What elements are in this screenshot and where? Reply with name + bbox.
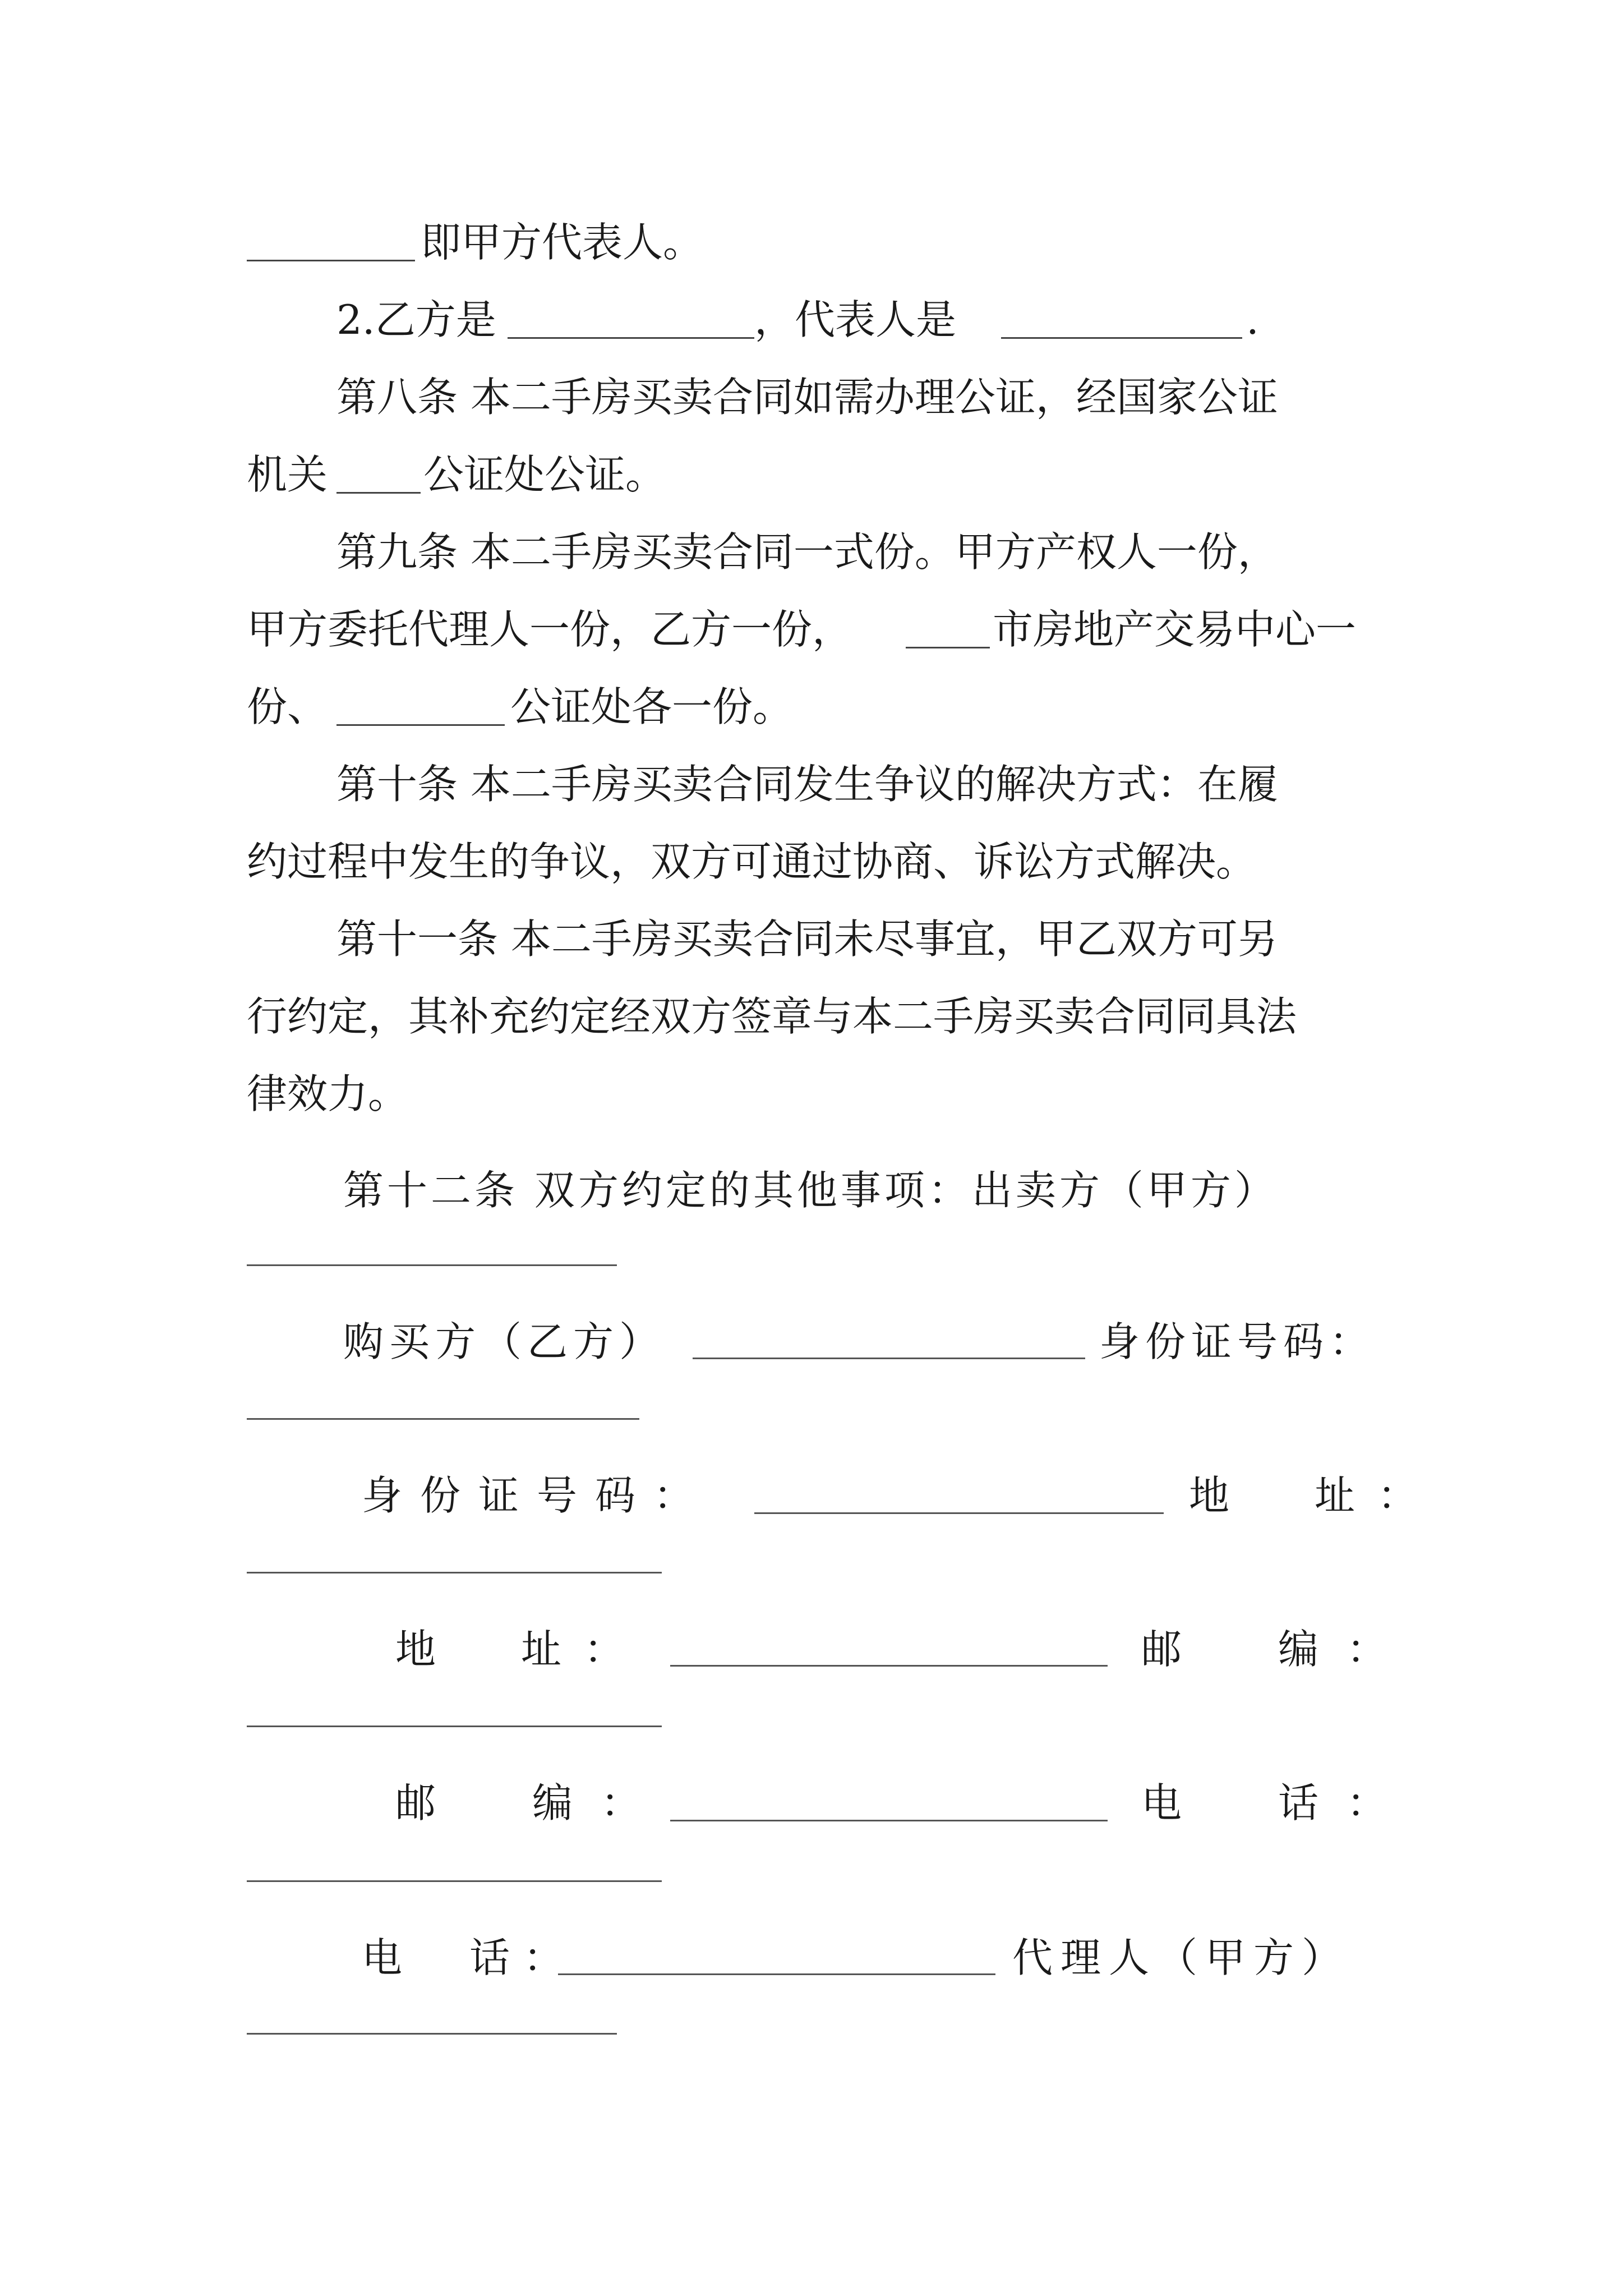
signature-label: 地 址： — [395, 1626, 647, 1673]
text-line — [0, 435, 1623, 514]
signature-label: 电 话： — [1141, 1779, 1415, 1826]
signature-blank — [754, 1512, 1164, 1514]
text-line — [0, 513, 1623, 591]
clause-text: 份、 — [247, 683, 328, 730]
text-line — [0, 1055, 1623, 1133]
signature-label: 代理人（甲方） — [1012, 1934, 1350, 1981]
clause-text: 即甲方代表人。 — [421, 219, 704, 266]
signature-blank — [247, 1264, 617, 1266]
text-line — [0, 1918, 1623, 1997]
blank-field — [1001, 280, 1242, 359]
signature-blank — [247, 1880, 662, 1882]
signature-label: 邮 编： — [1141, 1626, 1415, 1673]
signature-label: 电 话： — [362, 1934, 578, 1981]
text-line — [0, 668, 1623, 746]
text-line — [0, 745, 1623, 823]
clause-text: 第九条 本二手房买卖合同一式份。甲方产权人一份， — [336, 528, 1278, 576]
signature-label: 邮 编： — [395, 1779, 670, 1826]
clause-text: 公证处公证。 — [423, 451, 666, 498]
clause-text: 2.乙方是 — [336, 296, 496, 343]
blank-field — [906, 590, 990, 669]
signature-blank — [670, 1665, 1108, 1667]
signature-blank — [693, 1358, 1085, 1359]
signature-label: 购买方（乙方） — [343, 1318, 666, 1365]
text-line — [0, 1151, 1623, 1230]
text-line — [0, 280, 1623, 359]
clause-text: 第十条 本二手房买卖合同发生争议的解决方式：在履 — [336, 761, 1278, 808]
signature-blank — [247, 1726, 662, 1727]
signature-blank — [247, 1418, 639, 1420]
clause-text: 机关 — [247, 451, 328, 498]
blank-field — [247, 203, 415, 282]
text-line — [0, 822, 1623, 901]
text-line — [0, 203, 1623, 282]
signature-label: 地 址： — [1189, 1472, 1441, 1519]
blank-field — [336, 668, 505, 746]
clause-text: ，代表人是 — [754, 296, 957, 343]
clause-text: 市房地产交易中心一 — [993, 606, 1357, 653]
signature-blank — [247, 2033, 617, 2035]
signature-blank — [670, 1820, 1108, 1821]
text-line — [0, 1610, 1623, 1688]
clause-text: 第十二条 双方约定的其他事项：出卖方（甲方） — [343, 1167, 1278, 1214]
text-line — [0, 358, 1623, 436]
signature-label: 身份证号码： — [1099, 1318, 1376, 1365]
clause-text: 行约定，其补充约定经双方签章与本二手房买卖合同同具法 — [247, 993, 1297, 1040]
text-line — [0, 1303, 1623, 1381]
clause-text: 律效力。 — [247, 1070, 409, 1117]
clause-text: 公证处各一份。 — [510, 683, 794, 730]
text-line — [0, 590, 1623, 669]
blank-field — [508, 280, 754, 359]
clause-text: 甲方委托代理人一份，乙方一份， — [247, 606, 853, 653]
clause-text: . — [1246, 296, 1259, 343]
text-line — [0, 900, 1623, 978]
text-line — [0, 1456, 1623, 1535]
blank-field — [336, 435, 421, 514]
signature-blank — [247, 1572, 662, 1573]
signature-blank — [558, 1973, 995, 1975]
clause-text: 约过程中发生的争议，双方可通过协商、诉讼方式解决。 — [247, 838, 1257, 885]
signature-label: 身份证号码： — [362, 1472, 712, 1519]
text-line — [0, 1764, 1623, 1842]
text-line — [0, 977, 1623, 1056]
clause-text: 第十一条 本二手房买卖合同未尽事宜，甲乙双方可另 — [336, 915, 1278, 963]
clause-text: 第八条 本二手房买卖合同如需办理公证，经国家公证 — [336, 374, 1278, 421]
